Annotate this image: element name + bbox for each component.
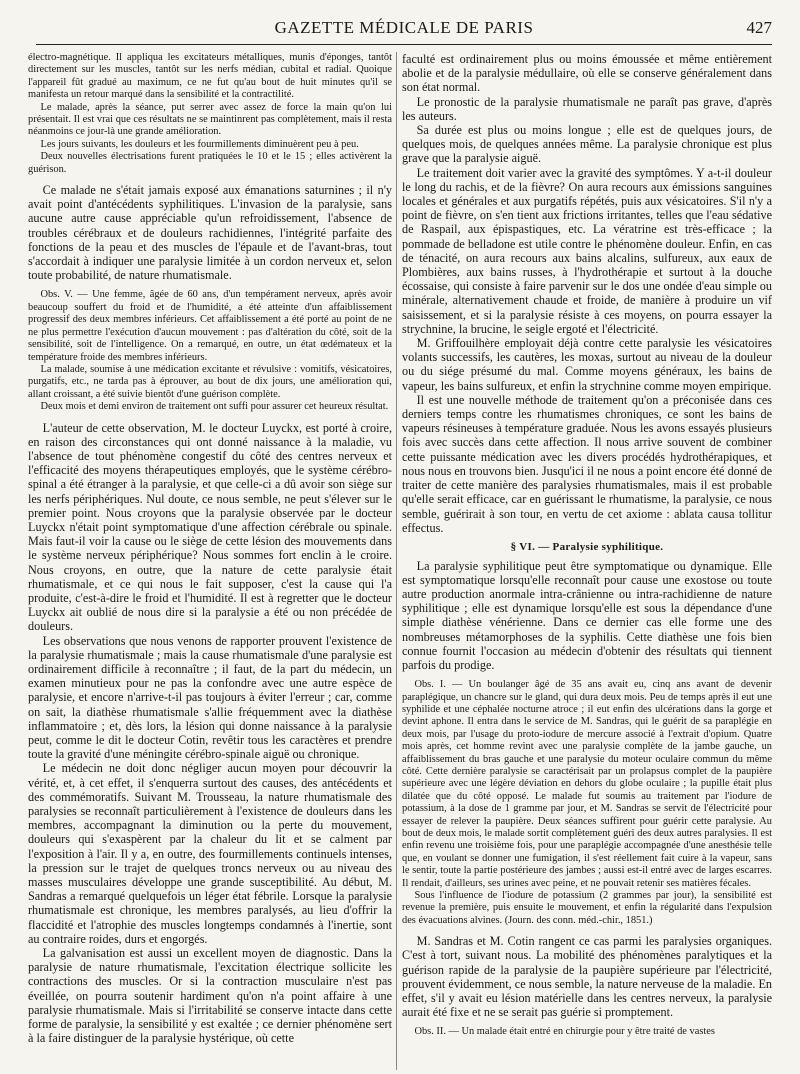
observation-paragraph: Obs. I. — Un boulanger âgé de 35 ans avait eu, cinq ans avant de devenir paraplégique, un chancre sur le gland, qui dura deux mois. Peu de temps après il eut une syphilide et une céphalée nocturne atroce ; il eut enfin des ulcérations dans la gorge et devint aphone. Il entra dans le service de M. Sandras, qui le guérit de sa paraplégie en deux mois, par l'usage du proto-iodure de mercure associé à l'extrait d'opium. Quatre mois après, cet homme revint avec une paralysie complète de la jambe gauche, un affaiblissement du bras gauche et une paralysie du moteur oculaire commun du même côté. Cette dernière paralysie se caractérisait par un prolapsus complet de la paupière supérieure avec une légère déviation en dehors du globe oculaire ; la pupille était plus dilatée que du côté opposé. Le malade fut soumis au traitement par l'iodure de potassium, à la dose de 1 gramme par jour, et M. Sandras se servit de l'électricité pour essayer de relever la paupière. Deux séances suffirent pour guérir cette paralysie. Au bout de deux mois, le malade sortit complètement guéri des deux autres paralysies. Il est enfin revenu une troisième fois, pour une paraplégie accompagnée d'une anesthésie telle que, en voulant se donner une fumigation, il s'est réellement fait cuire à la vapeur, sans le sentir, toute la partie postérieure des jambes ; aussi est-il entré avec de larges escarres. Il rendait, d'ailleurs, ses urines avec peine, et ne pouvait retenir ses matières fécales.: [402, 679, 772, 889]
paragraph: Le médecin ne doit donc négliger aucun moyen pour découvrir la vérité, et, à cet effet, il s'enquerra surtout des causes, des antécédents et des commémoratifs. Suivant M. Trousseau, la nature rhumatismale des paralysies se reconnaît particulièrement à l'existence de douleurs dans les membres, accompagnant la diminution ou la perte du mouvement, douleurs qui s'exaspèrent par la chaleur du lit et se calment par l'exposition à l'air. Il y a, en outre, des fourmillements continuels intenses, la pression sur le trajet de quelques troncs nerveux ou au niveau des masses musculaires développe une grande susceptibilité. Au début, M. Sandras a remarqué quelquefois un léger état fébrile. Lorsque la paralysie rhumatismale est chronique, les membres paralysés, au lieu d'offrir la flaccidité et l'atrophie des muscles longtemps condamnés à l'inertie, sont au contraire roides, durs et engorgés.: [28, 761, 392, 946]
paragraph: Ce malade ne s'était jamais exposé aux émanations saturnines ; il n'y avait point d'antécédents syphilitiques. L'invasion de la paralysie, sans aucune autre cause appréciable qu'un refroidissement, l'absence de troubles cérébraux et de douleurs rachidiennes, l'intégrité parfaite des fonctions de la peau et des muscles de l'épaule et de l'avant-bras, tout s'accordait à indiquer une paralysie limitée à un cordon nerveux et, selon toute probabilité, de nature rhumatismale.: [28, 183, 392, 283]
observation-paragraph: Obs. II. — Un malade était entré en chirurgie pour y être traité de vastes: [414, 1026, 715, 1038]
right-column: [402, 52, 772, 1070]
paragraph: faculté est ordinairement plus ou moins émoussée et même entièrement abolie et de la paralysie médullaire, où elle se conserve généralement dans son état normal.: [402, 52, 772, 95]
paragraph: Le traitement doit varier avec la gravité des symptômes. Y a-t-il douleur le long du rachis, et de la fièvre? On aura recours aux émissions sanguines locales et générales et aux purgatifs répétés, puis aux vésicatoires. S'il n'y a point de fièvre, on s'en tient aux frictions irritantes, telles que l'eau sédative de Raspail, aux épispastiques, etc. La vératrine est très-efficace ; la pommade de belladone est utile contre le phénomène douleur. Enfin, en cas de ténacité, on aura recours aux bains alcalins, sulfureux, aux eaux de Plombières, aux bains russes, à l'hydrothérapie et surtout à la douche écossaise, qui consiste à faire parvenir sur le dos une ondée d'eau simple ou minérale, alternativement chaude et froide, de manière à produire un vif saisissement, et si la paralysie résiste à ces moyens, on pourra essayer la strychnine, la brucine, le seigle ergoté et l'électricité.: [402, 165, 772, 336]
paragraph: Sa durée est plus ou moins longue ; elle est de quelques jours, de quelques mois, de quelques années même. La paralysie chronique est plus grave que la paralysie aiguë.: [402, 123, 772, 166]
paragraph-gap: [28, 282, 392, 289]
paragraph-gap: [402, 672, 772, 679]
paragraph: La galvanisation est aussi un excellent moyen de diagnostic. Dans la paralysie de nature rhumatismale, l'excitation électrique sollicite les contractions des muscles. Or si la contraction musculaire n'est pas éveillée, on pourra soutenir hardiment qu'on n'a point affaire à une paralysie rhumatismale. Mais si l'irritabilité se conserve intacte dans cette forme de paralysie, la sensibilité y est exaltée ; ce dernier phénomène sert à la faire distinguer de la paralysie hystérique, où cette: [28, 946, 392, 1046]
observation-paragraph: La malade, soumise à une médication excitante et révulsive : vomitifs, vésicatoires, purgatifs, etc., ne tarda pas à éprouver, au bout de dix jours, une amélioration qui, allant croissant, a été suivie bientôt d'une guérison complète.: [28, 363, 392, 400]
paragraph-gap: [28, 176, 392, 183]
observation-paragraph: Deux mois et demi environ de traitement ont suffi pour assurer cet heureux résultat.: [40, 401, 389, 413]
page-number: 427: [746, 18, 772, 37]
paragraph: Il est une nouvelle méthode de traitement qu'on a préconisée dans ces derniers temps contre les rhumatismes chroniques, ce sont les bains de vapeurs résineuses à température graduée. Nous les avons essayés plusieurs fois avec succès dans cette affection. Il nous arrive souvent de combiner cette puissante médication avec les divers procédés hydrothérapiques, et nous nous en trouvons bien. Jusqu'ici il ne nous a point encore été donné de traiter de cette manière des paralysies rhumatismales, mais il est probable qu'elle serait efficace, car en guérissant le rhumatisme, la paralysie, ce nous semble, guérirait à son tour, en vertu de cet axiome : ablata causa tollitur effectus.: [402, 392, 772, 535]
section-heading: § VI. — Paralysie syphilitique.: [510, 540, 664, 553]
paragraph: L'auteur de cette observation, M. le docteur Luyckx, est porté à croire, en raison des circonstances qui ont donné naissance à la maladie, vu l'absence de tout phénomène congestif du côté des centres nerveux et l'efficacité des moyens thérapeutiques employés, que le système cérébro-spinal a été étranger à la paralysie, et que celle-ci a dû avoir son siège sur les nerfs périphériques. Nul doute, ce nous semble, ne peut s'élever sur le premier point. Nous croyons que la paralysie observée par le docteur Luyckx n'était point symptomatique d'une affection cérébrale ou spinale. Mais faut-il voir la cause ou le siège de cette lésion des mouvements dans le système nerveux périphérique? Nous sommes fort enclin à le croire. Nous croyons, en outre, que la nature de cette paralysie était rhumatismale, et ce qui nous le fait supposer, c'est la cause qui l'a produite, c'est-à-dire le froid et l'humidité. Il est à regretter que le docteur Luyckx ait oublié de nous dire si la paralysie a été ou non précédée de douleurs.: [28, 420, 392, 634]
paragraph: Les observations que nous venons de rapporter prouvent l'existence de la paralysie rhumatismale ; mais la cause rhumatismale d'une paralysie est ordinairement difficile à reconnaître ; il faut, de la part du médecin, un examen minutieux pour ne pas la confondre avec une autre espèce de paralysie, et encore n'arrive-t-il pas toujours à éviter l'erreur ; car, comme on sait, la diathèse rhumatismale s'allie fréquemment avec la diathèse inflammatoire ; et, dès lors, la lésion qui donne naissance à la paralysie peut, comme le dit le docteur Cotin, revêtir tous les caractères et prendre toute la gravité d'une méningite cérébro-spinale aiguë ou chronique.: [28, 633, 392, 762]
column-divider: [396, 52, 397, 1070]
paragraph-gap: [402, 1019, 772, 1026]
paragraph: Les jours suivants, les douleurs et les fourmillements diminuèrent peu à peu.: [40, 138, 359, 150]
paragraph-gap: [28, 414, 392, 421]
journal-title: GAZETTE MÉDICALE DE PARIS: [274, 18, 534, 37]
observation-paragraph: Obs. V. — Une femme, âgée de 60 ans, d'un tempérament nerveux, après avoir beaucoup souffert du froid et de l'humidité, a été atteinte d'un affaiblissement progressif des deux membres inférieurs. Cet affaiblissement a été porté au point de ne ne plus permettre l'exécution d'aucun mouvement : pas d'altération du côté, soit de la sensibilité, soit de l'intelligence. On a remarqué, en outre, un état œdémateux et la température froide des membres inférieurs.: [28, 289, 392, 363]
paragraph: M. Griffouilhère employait déjà contre cette paralysie les vésicatoires volants successifs, les cautères, les moxas, surtout au niveau de la douleur ou du siége présumé du mal. Comme moyens généraux, les bains de vapeur, les bains sulfureux, et enfin la strychnine comme moyen empirique.: [402, 336, 772, 393]
paragraph: La paralysie syphilitique peut être symptomatique ou dynamique. Elle est symptomatique lorsqu'elle reconnaît pour cause une exostose ou toute autre production anormale intra-crânienne ou intra-rachidienne de nature syphilitique ; elle est dynamique lorsqu'elle est sous la dépendance d'une simple diathèse vénérienne. Dans ce dernier cas elle forme une des nombreuses métamorphoses de la syphilis. Cette diathèse une fois bien connue fournit l'occasion au médecin d'obtenir des résultats qui tiennent parfois du prodige.: [402, 558, 772, 672]
paragraph: M. Sandras et M. Cotin rangent ce cas parmi les paralysies organiques. C'est à tort, suivant nous. La mobilité des phénomènes paralytiques et la guérison rapide de la paralysie de la paupière supérieure par l'électricité, prouvent évidemment, ce nous semble, la nature nerveuse de la maladie. En effet, s'il y avait eu lésion matérielle dans les centres nerveux, la paralysie aurait été fixe et ne se serait pas guérie si promptement.: [402, 934, 772, 1020]
paragraph: Deux nouvelles électrisations furent pratiquées le 10 et le 15 ; elles activèrent la guérison.: [28, 151, 392, 175]
page-header: [36, 16, 772, 45]
paragraph: Le pronostic de la paralysie rhumatismale ne paraît pas grave, d'après les auteurs.: [402, 94, 772, 123]
observation-paragraph: Sous l'influence de l'iodure de potassium (2 grammes par jour), la sensibilité est revenue la première, puis ensuite le mouvement, et enfin la régularité dans l'expulsion des évacuations alvines. (Journ. des conn. méd.-chir., 1851.): [402, 890, 772, 926]
paragraph: électro-magnétique. Il appliqua les excitateurs métalliques, munis d'éponges, tantôt directement sur les muscles, tantôt sur les nerfs médian, cubital et radial. Quoique l'appareil fût gradué au maximum, ce ne fut qu'au bout de huit minutes qu'il se manifesta un retour marqué dans la sensibilité et la contractilité.: [28, 52, 392, 101]
left-column: [28, 52, 392, 1070]
paragraph: Le malade, après la séance, put serrer avec assez de force la main qu'on lui présentait. Il est vrai que ces résultats ne se maintinrent pas complètement, mais il resta néanmoins ce jour-là une grande amélioration.: [28, 101, 392, 138]
paragraph-gap: [402, 927, 772, 934]
